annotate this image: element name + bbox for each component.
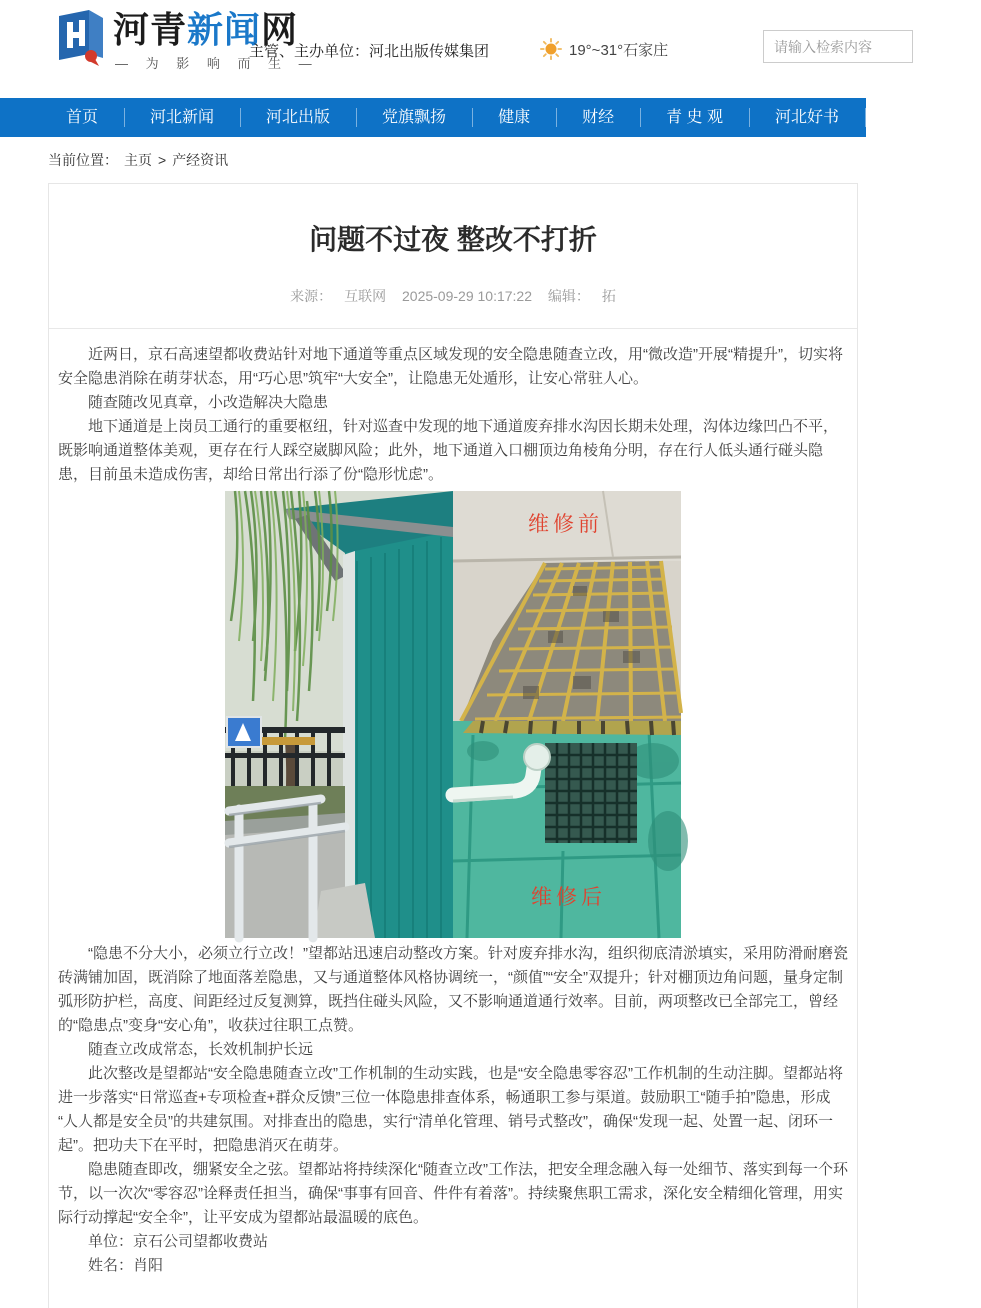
nav-item-good-books[interactable]: 河北好书 [749, 98, 865, 137]
breadcrumb-separator: > [158, 152, 167, 168]
photo-label-after: 维修后 [531, 886, 606, 909]
site-header [0, 0, 866, 98]
paragraph: “隐患不分大小，必须立行立改！”望都站迅速启动整改方案。针对废弃排水沟，组织彻底清淤填实，采用防滑耐磨瓷砖满铺加固，既消除了地面落差隐患，又与通道整体风格协调统一，“颜值”“安全”双提升；针对棚顶边角问题，量身定制弧形防护栏，高度、间距经过反复测算，既挡住碰头风险，又不影响通道通行效率。目前，两项整改已全部完工，曾经的“隐患点”变身“安心角”，收获过往职工点赞。 [58, 945, 848, 1034]
weather-widget [540, 38, 668, 60]
paragraph-subhead: 随查立改成常态，长效机制护长远 [88, 1041, 314, 1058]
nav-item-rumor-refute[interactable]: 全民辟谣 [865, 98, 981, 137]
nav-item-home[interactable]: 首页 [66, 109, 99, 126]
article-title: 问题不过夜 整改不打折 [309, 224, 597, 255]
article-container [48, 183, 858, 1308]
article-name-line: 姓名：肖阳 [88, 1257, 164, 1274]
meta-datetime: 2025-09-29 10:17:22 [402, 288, 532, 304]
paragraph-subhead: 随查随改见真章，小改造解决大隐患 [88, 394, 329, 411]
breadcrumb [48, 137, 866, 183]
paragraph: 隐患随查即改，绷紧安全之弦。望都站将持续深化“随查立改”工作法，把安全理念融入每一处细节、落实到每一个环节，以一次次“零容忍”诠释责任担当，确保“事事有回音、件件有着落”。持续聚焦职工需求，深化安全精细化管理，用实际行动撑起“安全伞”，让平安成为望都站最温暖的底色。 [58, 1161, 848, 1226]
nav-item-history[interactable]: 青 史 观 [640, 98, 749, 137]
meta-editor-label: 编辑： [547, 288, 590, 304]
photo-entrance [225, 491, 453, 938]
photo-before [453, 491, 681, 721]
article-unit-line: 单位：京石公司望都收费站 [88, 1233, 269, 1250]
breadcrumb-home-link[interactable]: 主页 [124, 152, 152, 168]
meta-source: 互联网 [344, 288, 387, 304]
hqnews-logo-icon [55, 10, 107, 66]
sponsor-text: 主管、主办单位：河北出版传媒集团 [249, 43, 490, 60]
meta-source-label: 来源： [290, 288, 333, 304]
nav-item-finance[interactable]: 财经 [556, 98, 640, 137]
logo-title: 河青新闻网 [113, 9, 299, 50]
nav-item-party-flag[interactable]: 党旗飘扬 [356, 98, 472, 137]
article-meta [58, 286, 848, 306]
paragraph: 近两日，京石高速望都收费站针对地下通道等重点区域发现的安全隐患随查立改，用“微改造”开展“精提升”，切实将安全隐患消除在萌芽状态，用“巧心思”筑牢“大安全”，让隐患无处遁形，让安心常驻人心。 [58, 346, 843, 387]
meta-divider [49, 328, 857, 329]
main-nav [0, 98, 956, 137]
logo-tagline: — 为 影 响 而 生 — [115, 56, 319, 71]
photo-right-column [453, 491, 681, 938]
article-unit: 京石公司望都收费站 [133, 1233, 269, 1250]
nav-item-health[interactable]: 健康 [472, 98, 556, 137]
paragraph: 此次整改是望都站“安全隐患随查立改”工作机制的生动实践，也是“安全隐患零容忍”工作机制的生动注脚。望都站将进一步落实“日常巡查+专项检查+群众反馈”三位一体隐患排查体系，畅通职工参与渠道。鼓励职工“随手拍”隐患，形成“人人都是安全员”的共建氛围。对排查出的隐患，实行“清单化管理、销号式整改”，确保“发现一起、处置一起、闭环一起”。把功夫下在平时，把隐患消灭在萌芽。 [58, 1065, 843, 1154]
article-photo-composite [225, 491, 681, 938]
article-author: 肖阳 [133, 1257, 164, 1274]
weather-text: 19°~31°石家庄 [569, 41, 669, 59]
nav-item-hebei-news[interactable]: 河北新闻 [124, 98, 240, 137]
breadcrumb-label: 当前位置： [48, 152, 118, 168]
article-body [58, 343, 848, 1278]
nav-item-hebei-press[interactable]: 河北出版 [240, 98, 356, 137]
sun-icon [540, 38, 562, 60]
breadcrumb-category-link[interactable]: 产经资讯 [172, 152, 229, 168]
meta-editor: 拓 [601, 288, 616, 304]
paragraph: 地下通道是上岗员工通行的重要枢纽，针对巡查中发现的地下通道废弃排水沟因长期未处理，沟体边缘凹凸不平，既影响通道整体美观，更存在行人踩空崴脚风险；此外，地下通道入口棚顶边角棱角分明，存在行人低头通行碰头隐患，目前虽未造成伤害，却给日常出行添了份“隐形忧虑”。 [58, 418, 839, 483]
photo-label-before: 维修前 [528, 513, 603, 536]
photo-after [453, 721, 681, 938]
search-input[interactable] [763, 30, 913, 63]
